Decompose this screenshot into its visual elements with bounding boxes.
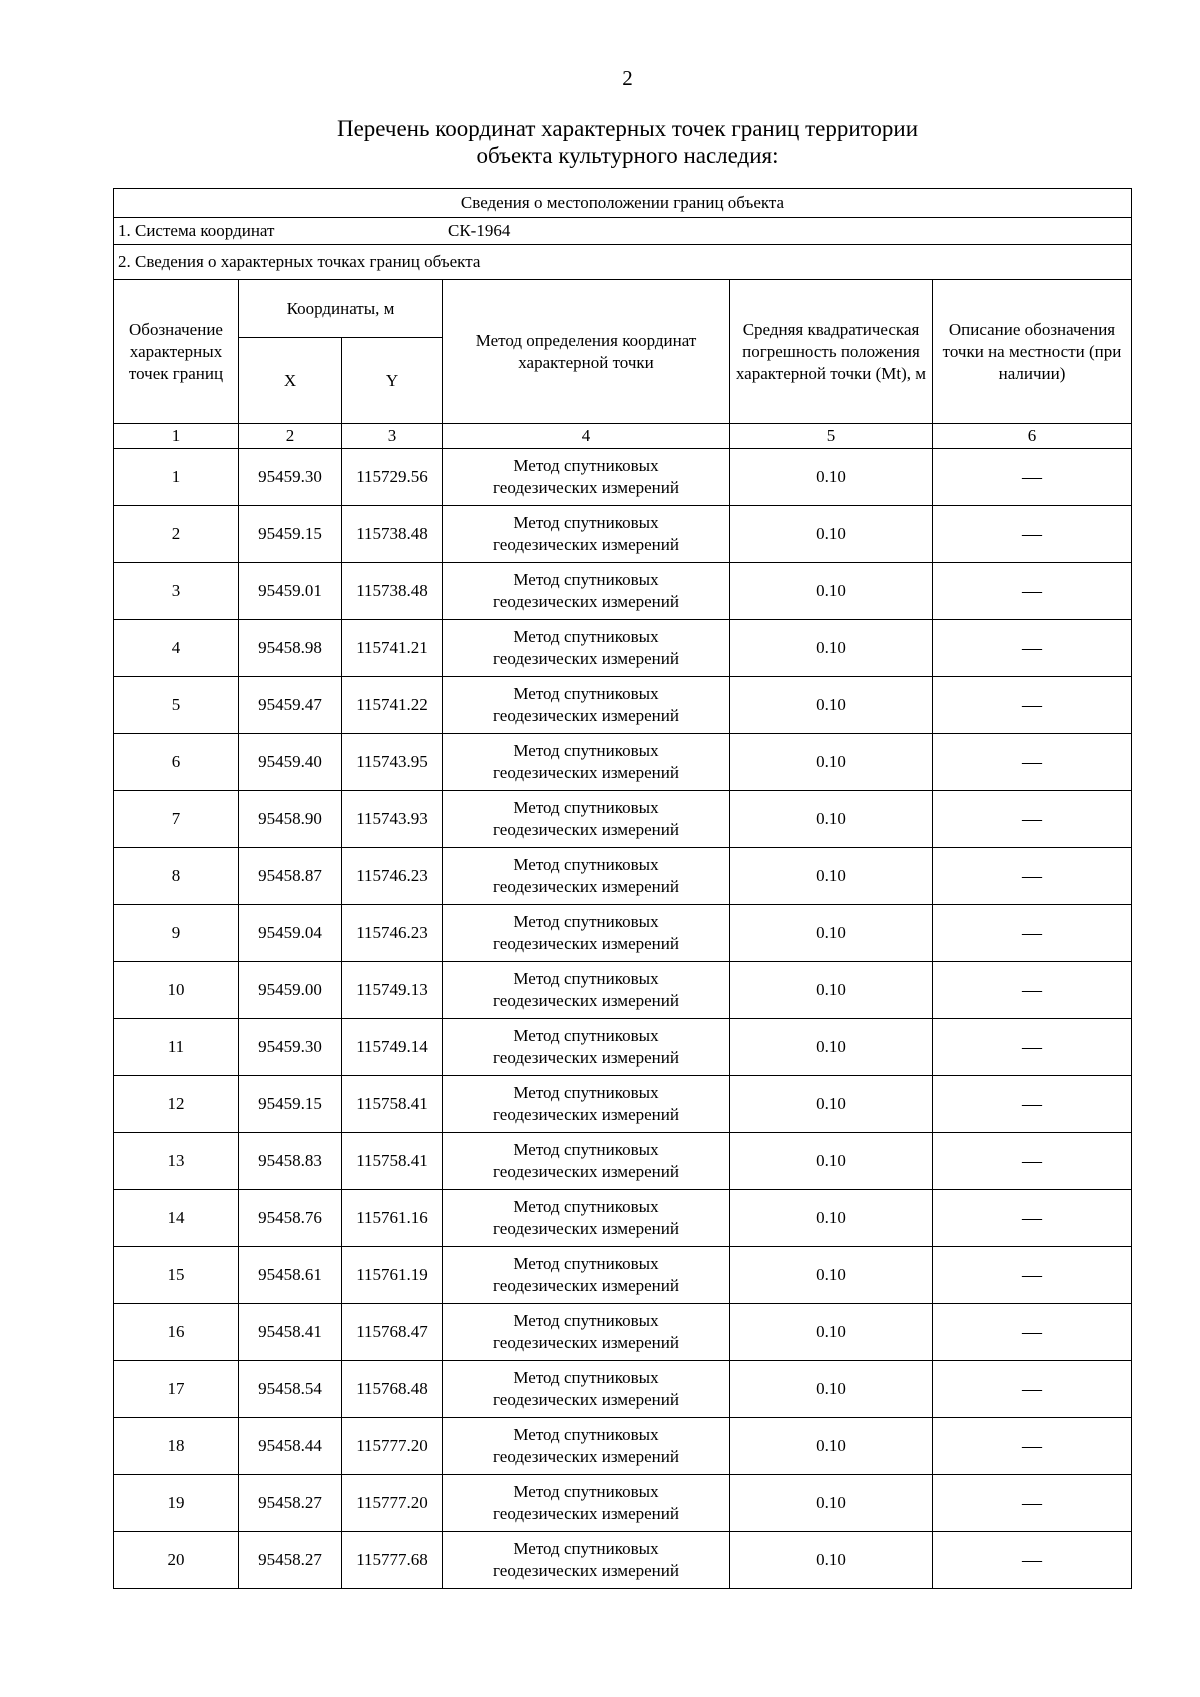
table-row xyxy=(114,620,1132,677)
points-header: 2. Сведения о характерных точках границ объекта xyxy=(114,245,1132,280)
method xyxy=(443,620,730,677)
table-row xyxy=(114,1304,1132,1361)
coord-x: 95458.61 xyxy=(239,1247,342,1304)
point-description: — xyxy=(933,677,1132,734)
document-title xyxy=(0,115,1200,169)
point-number: 2 xyxy=(114,506,239,563)
column-number: 2 xyxy=(239,424,342,449)
table-row xyxy=(114,1475,1132,1532)
point-number: 9 xyxy=(114,905,239,962)
point-number: 13 xyxy=(114,1133,239,1190)
coord-x: 95458.87 xyxy=(239,848,342,905)
col-method-header: Метод определения координат характерной точки xyxy=(443,280,730,424)
point-number: 20 xyxy=(114,1532,239,1589)
table-row xyxy=(114,1247,1132,1304)
error-mt: 0.10 xyxy=(730,905,933,962)
method-line-1: Метод спутниковых xyxy=(513,798,659,817)
method-line-2: геодезических измерений xyxy=(493,592,679,611)
point-number: 5 xyxy=(114,677,239,734)
method xyxy=(443,1361,730,1418)
coordinate-system-row xyxy=(114,218,1132,245)
point-number: 18 xyxy=(114,1418,239,1475)
method-line-2: геодезических измерений xyxy=(493,1219,679,1238)
point-description: — xyxy=(933,1532,1132,1589)
coord-y: 115741.21 xyxy=(342,620,443,677)
table-row xyxy=(114,905,1132,962)
coord-x: 95458.27 xyxy=(239,1475,342,1532)
method-line-2: геодезических измерений xyxy=(493,991,679,1010)
coord-x: 95458.90 xyxy=(239,791,342,848)
coord-x: 95458.54 xyxy=(239,1361,342,1418)
coord-y: 115749.13 xyxy=(342,962,443,1019)
error-mt: 0.10 xyxy=(730,563,933,620)
error-mt: 0.10 xyxy=(730,1361,933,1418)
method-line-1: Метод спутниковых xyxy=(513,1482,659,1501)
point-description: — xyxy=(933,1247,1132,1304)
coord-x: 95459.30 xyxy=(239,1019,342,1076)
coord-x: 95459.47 xyxy=(239,677,342,734)
coord-x: 95458.98 xyxy=(239,620,342,677)
point-description: — xyxy=(933,1475,1132,1532)
error-mt: 0.10 xyxy=(730,1475,933,1532)
method xyxy=(443,1532,730,1589)
coord-y: 115777.68 xyxy=(342,1532,443,1589)
error-mt: 0.10 xyxy=(730,1418,933,1475)
method-line-1: Метод спутниковых xyxy=(513,1083,659,1102)
method xyxy=(443,563,730,620)
method-line-2: геодезических измерений xyxy=(493,763,679,782)
coord-y: 115768.47 xyxy=(342,1304,443,1361)
point-description: — xyxy=(933,1304,1132,1361)
coord-y: 115729.56 xyxy=(342,449,443,506)
coord-x: 95458.44 xyxy=(239,1418,342,1475)
point-description: — xyxy=(933,905,1132,962)
error-mt: 0.10 xyxy=(730,791,933,848)
point-description: — xyxy=(933,1361,1132,1418)
error-mt: 0.10 xyxy=(730,449,933,506)
table-row xyxy=(114,677,1132,734)
coord-y: 115758.41 xyxy=(342,1133,443,1190)
column-number: 5 xyxy=(730,424,933,449)
table-row xyxy=(114,1418,1132,1475)
point-description: — xyxy=(933,506,1132,563)
point-description: — xyxy=(933,449,1132,506)
coord-y: 115768.48 xyxy=(342,1361,443,1418)
coord-y: 115777.20 xyxy=(342,1418,443,1475)
error-mt: 0.10 xyxy=(730,1304,933,1361)
col-description-header: Описание обозначения точки на местности (при наличии) xyxy=(933,280,1132,424)
method xyxy=(443,1019,730,1076)
error-mt: 0.10 xyxy=(730,506,933,563)
coord-x: 95459.04 xyxy=(239,905,342,962)
method xyxy=(443,1190,730,1247)
method-line-1: Метод спутниковых xyxy=(513,969,659,988)
method-line-1: Метод спутниковых xyxy=(513,1425,659,1444)
method-line-1: Метод спутниковых xyxy=(513,1026,659,1045)
method xyxy=(443,1133,730,1190)
method-line-2: геодезических измерений xyxy=(493,649,679,668)
table-row xyxy=(114,563,1132,620)
method-line-2: геодезических измерений xyxy=(493,535,679,554)
coord-x: 95458.83 xyxy=(239,1133,342,1190)
table-row xyxy=(114,1019,1132,1076)
coord-y: 115761.19 xyxy=(342,1247,443,1304)
point-number: 19 xyxy=(114,1475,239,1532)
method-line-1: Метод спутниковых xyxy=(513,627,659,646)
col-x-header: X xyxy=(239,338,342,424)
title-line-2: объекта культурного наследия: xyxy=(476,143,779,168)
error-mt: 0.10 xyxy=(730,848,933,905)
method-line-2: геодезических измерений xyxy=(493,706,679,725)
point-number: 7 xyxy=(114,791,239,848)
column-number: 6 xyxy=(933,424,1132,449)
method xyxy=(443,449,730,506)
coord-x: 95459.15 xyxy=(239,1076,342,1133)
table-row xyxy=(114,1190,1132,1247)
point-number: 15 xyxy=(114,1247,239,1304)
method xyxy=(443,506,730,563)
error-mt: 0.10 xyxy=(730,1190,933,1247)
coord-y: 115777.20 xyxy=(342,1475,443,1532)
section-header: Сведения о местоположении границ объекта xyxy=(114,189,1132,218)
point-number: 14 xyxy=(114,1190,239,1247)
coord-x: 95458.76 xyxy=(239,1190,342,1247)
table-row xyxy=(114,734,1132,791)
col-designation-header: Обозначение характерных точек границ xyxy=(114,280,239,424)
point-description: — xyxy=(933,620,1132,677)
method-line-1: Метод спутниковых xyxy=(513,1254,659,1273)
point-description: — xyxy=(933,1076,1132,1133)
point-description: — xyxy=(933,1019,1132,1076)
error-mt: 0.10 xyxy=(730,734,933,791)
table-row xyxy=(114,1361,1132,1418)
method xyxy=(443,1076,730,1133)
method-line-2: геодезических измерений xyxy=(493,877,679,896)
table-row xyxy=(114,449,1132,506)
coord-x: 95459.01 xyxy=(239,563,342,620)
coordinates-table xyxy=(113,188,1132,1589)
method-line-2: геодезических измерений xyxy=(493,1162,679,1181)
method-line-2: геодезических измерений xyxy=(493,1333,679,1352)
method-line-2: геодезических измерений xyxy=(493,478,679,497)
method-line-2: геодезических измерений xyxy=(493,1048,679,1067)
method-line-2: геодезических измерений xyxy=(493,1447,679,1466)
point-number: 1 xyxy=(114,449,239,506)
method-line-1: Метод спутниковых xyxy=(513,1539,659,1558)
method-line-2: геодезических измерений xyxy=(493,1390,679,1409)
coord-y: 115746.23 xyxy=(342,848,443,905)
error-mt: 0.10 xyxy=(730,677,933,734)
coord-y: 115749.14 xyxy=(342,1019,443,1076)
method xyxy=(443,677,730,734)
coord-y: 115743.93 xyxy=(342,791,443,848)
coord-x: 95459.15 xyxy=(239,506,342,563)
coord-x: 95459.40 xyxy=(239,734,342,791)
point-description: — xyxy=(933,734,1132,791)
point-description: — xyxy=(933,962,1132,1019)
point-number: 6 xyxy=(114,734,239,791)
method-line-1: Метод спутниковых xyxy=(513,741,659,760)
column-number: 4 xyxy=(443,424,730,449)
method xyxy=(443,791,730,848)
method-line-1: Метод спутниковых xyxy=(513,912,659,931)
col-coordinates-header: Координаты, м xyxy=(239,280,443,338)
method xyxy=(443,848,730,905)
error-mt: 0.10 xyxy=(730,1532,933,1589)
table-row xyxy=(114,848,1132,905)
page-number: 2 xyxy=(622,66,633,90)
table-row xyxy=(114,962,1132,1019)
point-number: 17 xyxy=(114,1361,239,1418)
error-mt: 0.10 xyxy=(730,1076,933,1133)
method-line-2: геодезических измерений xyxy=(493,1561,679,1580)
coord-x: 95459.30 xyxy=(239,449,342,506)
table-row xyxy=(114,1076,1132,1133)
point-description: — xyxy=(933,848,1132,905)
method-line-2: геодезических измерений xyxy=(493,1105,679,1124)
point-description: — xyxy=(933,1418,1132,1475)
column-number: 3 xyxy=(342,424,443,449)
point-description: — xyxy=(933,563,1132,620)
point-description: — xyxy=(933,1190,1132,1247)
coord-x: 95458.27 xyxy=(239,1532,342,1589)
method xyxy=(443,1304,730,1361)
table-row xyxy=(114,1133,1132,1190)
method xyxy=(443,905,730,962)
point-number: 12 xyxy=(114,1076,239,1133)
error-mt: 0.10 xyxy=(730,620,933,677)
method-line-2: геодезических измерений xyxy=(493,1276,679,1295)
method-line-1: Метод спутниковых xyxy=(513,1197,659,1216)
col-y-header: Y xyxy=(342,338,443,424)
method-line-1: Метод спутниковых xyxy=(513,1140,659,1159)
error-mt: 0.10 xyxy=(730,962,933,1019)
method-line-1: Метод спутниковых xyxy=(513,513,659,532)
point-number: 10 xyxy=(114,962,239,1019)
table-row xyxy=(114,1532,1132,1589)
coord-x: 95459.00 xyxy=(239,962,342,1019)
column-numbers-row xyxy=(114,424,1132,449)
coordinate-system-label: 1. Система координат xyxy=(118,221,275,240)
point-description: — xyxy=(933,1133,1132,1190)
method-line-2: геодезических измерений xyxy=(493,820,679,839)
point-number: 4 xyxy=(114,620,239,677)
method-line-1: Метод спутниковых xyxy=(513,684,659,703)
coord-y: 115738.48 xyxy=(342,563,443,620)
method-line-2: геодезических измерений xyxy=(493,934,679,953)
method xyxy=(443,1418,730,1475)
error-mt: 0.10 xyxy=(730,1019,933,1076)
coord-y: 115743.95 xyxy=(342,734,443,791)
coord-y: 115746.23 xyxy=(342,905,443,962)
method xyxy=(443,1247,730,1304)
table-row xyxy=(114,791,1132,848)
coord-y: 115758.41 xyxy=(342,1076,443,1133)
point-number: 16 xyxy=(114,1304,239,1361)
method-line-1: Метод спутниковых xyxy=(513,456,659,475)
method-line-1: Метод спутниковых xyxy=(513,1311,659,1330)
col-error-header: Средняя квадратическая погрешность положения характерной точки (Mt), м xyxy=(730,280,933,424)
coord-x: 95458.41 xyxy=(239,1304,342,1361)
table-row xyxy=(114,506,1132,563)
method xyxy=(443,962,730,1019)
method-line-1: Метод спутниковых xyxy=(513,1368,659,1387)
error-mt: 0.10 xyxy=(730,1133,933,1190)
point-number: 11 xyxy=(114,1019,239,1076)
point-description: — xyxy=(933,791,1132,848)
coord-y: 115741.22 xyxy=(342,677,443,734)
point-number: 8 xyxy=(114,848,239,905)
method-line-2: геодезических измерений xyxy=(493,1504,679,1523)
coord-y: 115761.16 xyxy=(342,1190,443,1247)
method-line-1: Метод спутниковых xyxy=(513,570,659,589)
coord-y: 115738.48 xyxy=(342,506,443,563)
method-line-1: Метод спутниковых xyxy=(513,855,659,874)
method xyxy=(443,734,730,791)
point-number: 3 xyxy=(114,563,239,620)
title-line-1: Перечень координат характерных точек границ территории xyxy=(336,116,919,141)
error-mt: 0.10 xyxy=(730,1247,933,1304)
coordinate-system-value: СК-1964 xyxy=(448,221,511,240)
method xyxy=(443,1475,730,1532)
column-number: 1 xyxy=(114,424,239,449)
